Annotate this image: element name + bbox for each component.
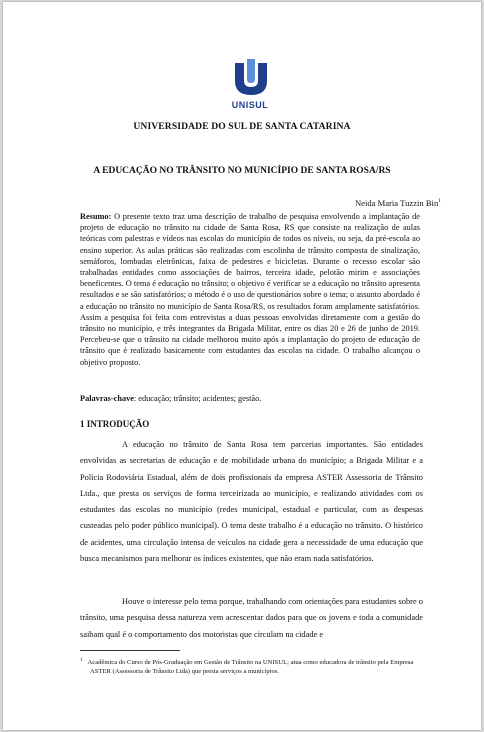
footnote-mark: 1 (80, 658, 83, 663)
unisul-logo-icon (227, 55, 275, 103)
body-paragraph: A educação no trânsito de Santa Rosa tem parcerias importantes. São entidades envolvidas as secretarias de educação e de mobilidade urbana do município; a Brigada Militar e a Polícia Rodoviária Estadual, além de dois profissionais da empresa ASTER Assessoria de Trânsito Ltda., que presta os serviços de forma terceirizada ao município, e realizando atividades com os estudantes das escolas no município (redes municipal, estadual e particular, com as despesas custeadas pelo poder público municipal). O tema deste trabalho é a educação no trânsito. O histórico de acidentes, uma circulação intensa de veículos na cidade gera a necessidade de uma educação que busca mecanismos para melhorar os índices existentes, que não eram nada satisfatórios. (80, 440, 423, 564)
abstract (80, 211, 420, 368)
keywords (80, 394, 420, 403)
keywords-label: Palavras-chave (80, 394, 134, 403)
university-name: UNIVERSIDADE DO SUL DE SANTA CATARINA (133, 121, 351, 132)
abstract-label: Resumo: (80, 212, 112, 221)
footnote (80, 656, 430, 676)
article-title: A EDUCAÇÃO NO TRÂNSITO NO MUNICÍPIO DE SANTA ROSA/RS (93, 166, 391, 176)
keywords-text: : educação; trânsito; acidentes; gestão. (133, 394, 262, 403)
author-text: Neida Maria Tuzzin Bin (354, 198, 439, 208)
footnote-divider (80, 650, 180, 651)
document-page (3, 2, 481, 730)
author-footnote-mark[interactable]: 1 (438, 198, 441, 204)
logo-text: UNISUL (231, 100, 269, 110)
section-heading: 1 INTRODUÇÃO (80, 419, 150, 429)
abstract-text: O presente texto traz uma descrição de trabalho de pesquisa envolvendo a implantação de projeto de educação no trânsito na cidade de Santa Rosa, RS que consiste na realização de aulas teóricas com palestras e vídeos nas escolas do município de todos os níveis, ou seja, da pré-escola ao ensino superior. As aulas práticas são realizadas com escolinha de trânsito composta de sinalização, semáforos, lombadas eletrônicas, faixa de pedestres e bicicletas. Durante o recesso escolar são trabalhadas entidades como associações de bairros, terceira idade, pelotão mirim e associações beneficentes. O tema é educação no trânsito; o objetivo é verificar se a educação no trânsito apresenta resultados e se são satisfatórios; o método é o uso de questionários sobre o tema; o assunto abordado é a educação no trânsito no município de Santa Rosa/RS, os resultados foram amplamente satisfatórios. Assim a pesquisa foi feita com entrevistas a duas pessoas envolvidas diretamente com a gestão do trânsito no município, e três integrantes da Brigada Militar, entre os dias 20 e 26 de junho de 2019. Percebeu-se que o trânsito na cidade melhorou muito após a implantação do projeto de educação de trânsito que é realizado basicamente com estudantes das escolas na cidade. O trabalho alcançou o objetivo proposto. (80, 212, 420, 367)
footnote-text: Acadêmica do Curso de Pós-Graduação em Gestão de Trânsito na UNISUL; atua como educadora de trânsito pela Empresa ASTER (Assessoria de Trânsito Ltda) que presta serviços a municípios. (87, 659, 414, 676)
author-name (355, 198, 441, 208)
body-paragraph: Houve o interesse pelo tema porque, trabalhando com orientações para estudantes sobre o trânsito, uma pesquisa dessa natureza vem acrescentar dados para que os jovens e toda a comunidade saibam qual é o comportamento dos motoristas que circulam na cidade e (80, 597, 423, 639)
